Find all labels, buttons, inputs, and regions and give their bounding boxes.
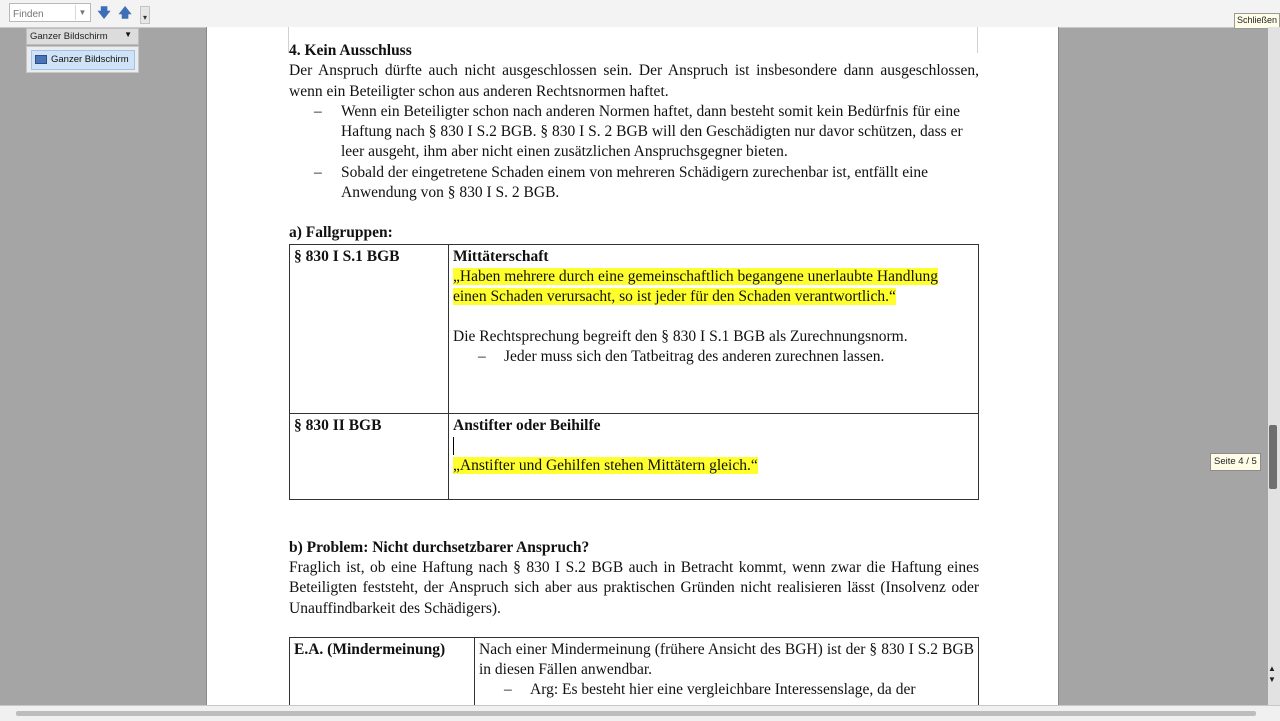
- cell-text: Die Rechtsprechung begreift den § 830 I S.1 BGB als Zurechnungsnorm.: [453, 327, 908, 345]
- scrollbar-thumb[interactable]: [1269, 425, 1277, 489]
- view-mode-menu: [26, 46, 139, 73]
- table-row: [290, 244, 979, 413]
- quote: „Haben mehrere durch eine gemeinschaftlich begangene unerlaubte Handlung einen Schaden verursacht, so ist jeder für den Schaden verantwortlich.“: [453, 267, 939, 306]
- page-nav-arrows[interactable]: [1266, 663, 1278, 685]
- list-item: – Wenn ein Beteiligter schon nach anderen Normen haftet, dann besteht somit kein Bedürfnis für eine Haftung nach § 830 I S.2 BGB. § 830 I S. 2 BGB will den Geschädigten nur davor schützen, dass er leer ausgeht, ihm aber nicht einen zusätzlichen Anspruchsgegner bieten.: [314, 102, 963, 161]
- close-button[interactable]: Schließen: [1234, 13, 1280, 29]
- meinung-table: [289, 637, 979, 705]
- find-input[interactable]: [13, 7, 77, 22]
- text-cursor: [453, 437, 454, 455]
- view-mode-option-fullscreen[interactable]: [31, 50, 135, 70]
- quote: „Anstifter und Gehilfen stehen Mittätern gleich.“: [453, 456, 758, 474]
- horizontal-scrollbar[interactable]: [0, 705, 1280, 721]
- chevron-down-icon: ▼: [124, 30, 132, 39]
- arrow-up-icon[interactable]: 🡅: [118, 5, 132, 20]
- cell-text: Nach einer Mindermeinung (frühere Ansicht des BGH) ist der § 830 I S.2 BGB in diesen Fällen anwendbar.: [479, 640, 974, 679]
- section-heading: 4. Kein Ausschluss: [289, 42, 412, 59]
- monitor-icon: [35, 55, 47, 64]
- toolbar-overflow-button[interactable]: ▾: [140, 6, 150, 24]
- table-cell-norm: § 830 II BGB: [290, 413, 449, 499]
- table-row: [290, 637, 979, 705]
- cell-title: Anstifter oder Beihilfe: [453, 416, 601, 434]
- scrollbar-thumb[interactable]: [16, 711, 1256, 716]
- table-cell-content: [449, 244, 979, 413]
- vertical-scrollbar[interactable]: [1268, 27, 1280, 705]
- section-heading: b) Problem: Nicht durchsetzbarer Anspruch?: [289, 538, 590, 556]
- paragraph: Der Anspruch dürfte auch nicht ausgeschlossen sein. Der Anspruch ist insbesondere dann ausgeschlossen, wenn ein Beteiligter schon aus anderen Rechtsnormen haftet.: [289, 62, 979, 100]
- arrow-down-icon[interactable]: ▼: [1268, 675, 1276, 684]
- chevron-down-icon[interactable]: ▼: [75, 5, 89, 20]
- arrow-down-icon[interactable]: 🡇: [97, 5, 111, 20]
- document-page: [206, 27, 1059, 705]
- page-indicator-tooltip: Seite 4 / 5: [1210, 453, 1261, 471]
- table-cell-norm: § 830 I S.1 BGB: [290, 244, 449, 413]
- cell-title: Mittäterschaft: [453, 247, 549, 265]
- document-content: [289, 27, 979, 705]
- table-cell-content: [475, 637, 979, 705]
- section-heading: a) Fallgruppen:: [289, 224, 393, 242]
- find-toolbar: [0, 0, 1280, 28]
- view-mode-selected: Ganzer Bildschirm: [30, 31, 108, 42]
- table-row: [290, 413, 979, 499]
- table-cell-content: [449, 413, 979, 499]
- list-item: – Sobald der eingetretene Schaden einem von mehreren Schädigern zurechenbar ist, entfällt eine Anwendung von § 830 I S. 2 BGB.: [314, 163, 929, 202]
- find-field[interactable]: [9, 3, 91, 22]
- view-mode-option-label: Ganzer Bildschirm: [51, 54, 129, 65]
- view-mode-select[interactable]: [26, 28, 139, 45]
- paragraph: Fraglich ist, ob eine Haftung nach § 830 I S.2 BGB auch in Betracht kommt, wenn zwar die Haftung eines Beteiligten feststeht, der Anspruch sich aber aus praktischen Gründen nicht realisieren lässt (Insolvenz oder Unauffindbarkeit des Schädigers).: [289, 558, 979, 617]
- table-cell-label: E.A. (Mindermeinung): [290, 637, 475, 705]
- fallgruppen-table: [289, 244, 979, 500]
- list-item: – Arg: Es besteht hier eine vergleichbare Interessenslage, da der: [504, 681, 916, 699]
- arrow-up-icon[interactable]: ▲: [1268, 664, 1276, 673]
- list-item: – Jeder muss sich den Tatbeitrag des anderen zurechnen lassen.: [478, 347, 885, 365]
